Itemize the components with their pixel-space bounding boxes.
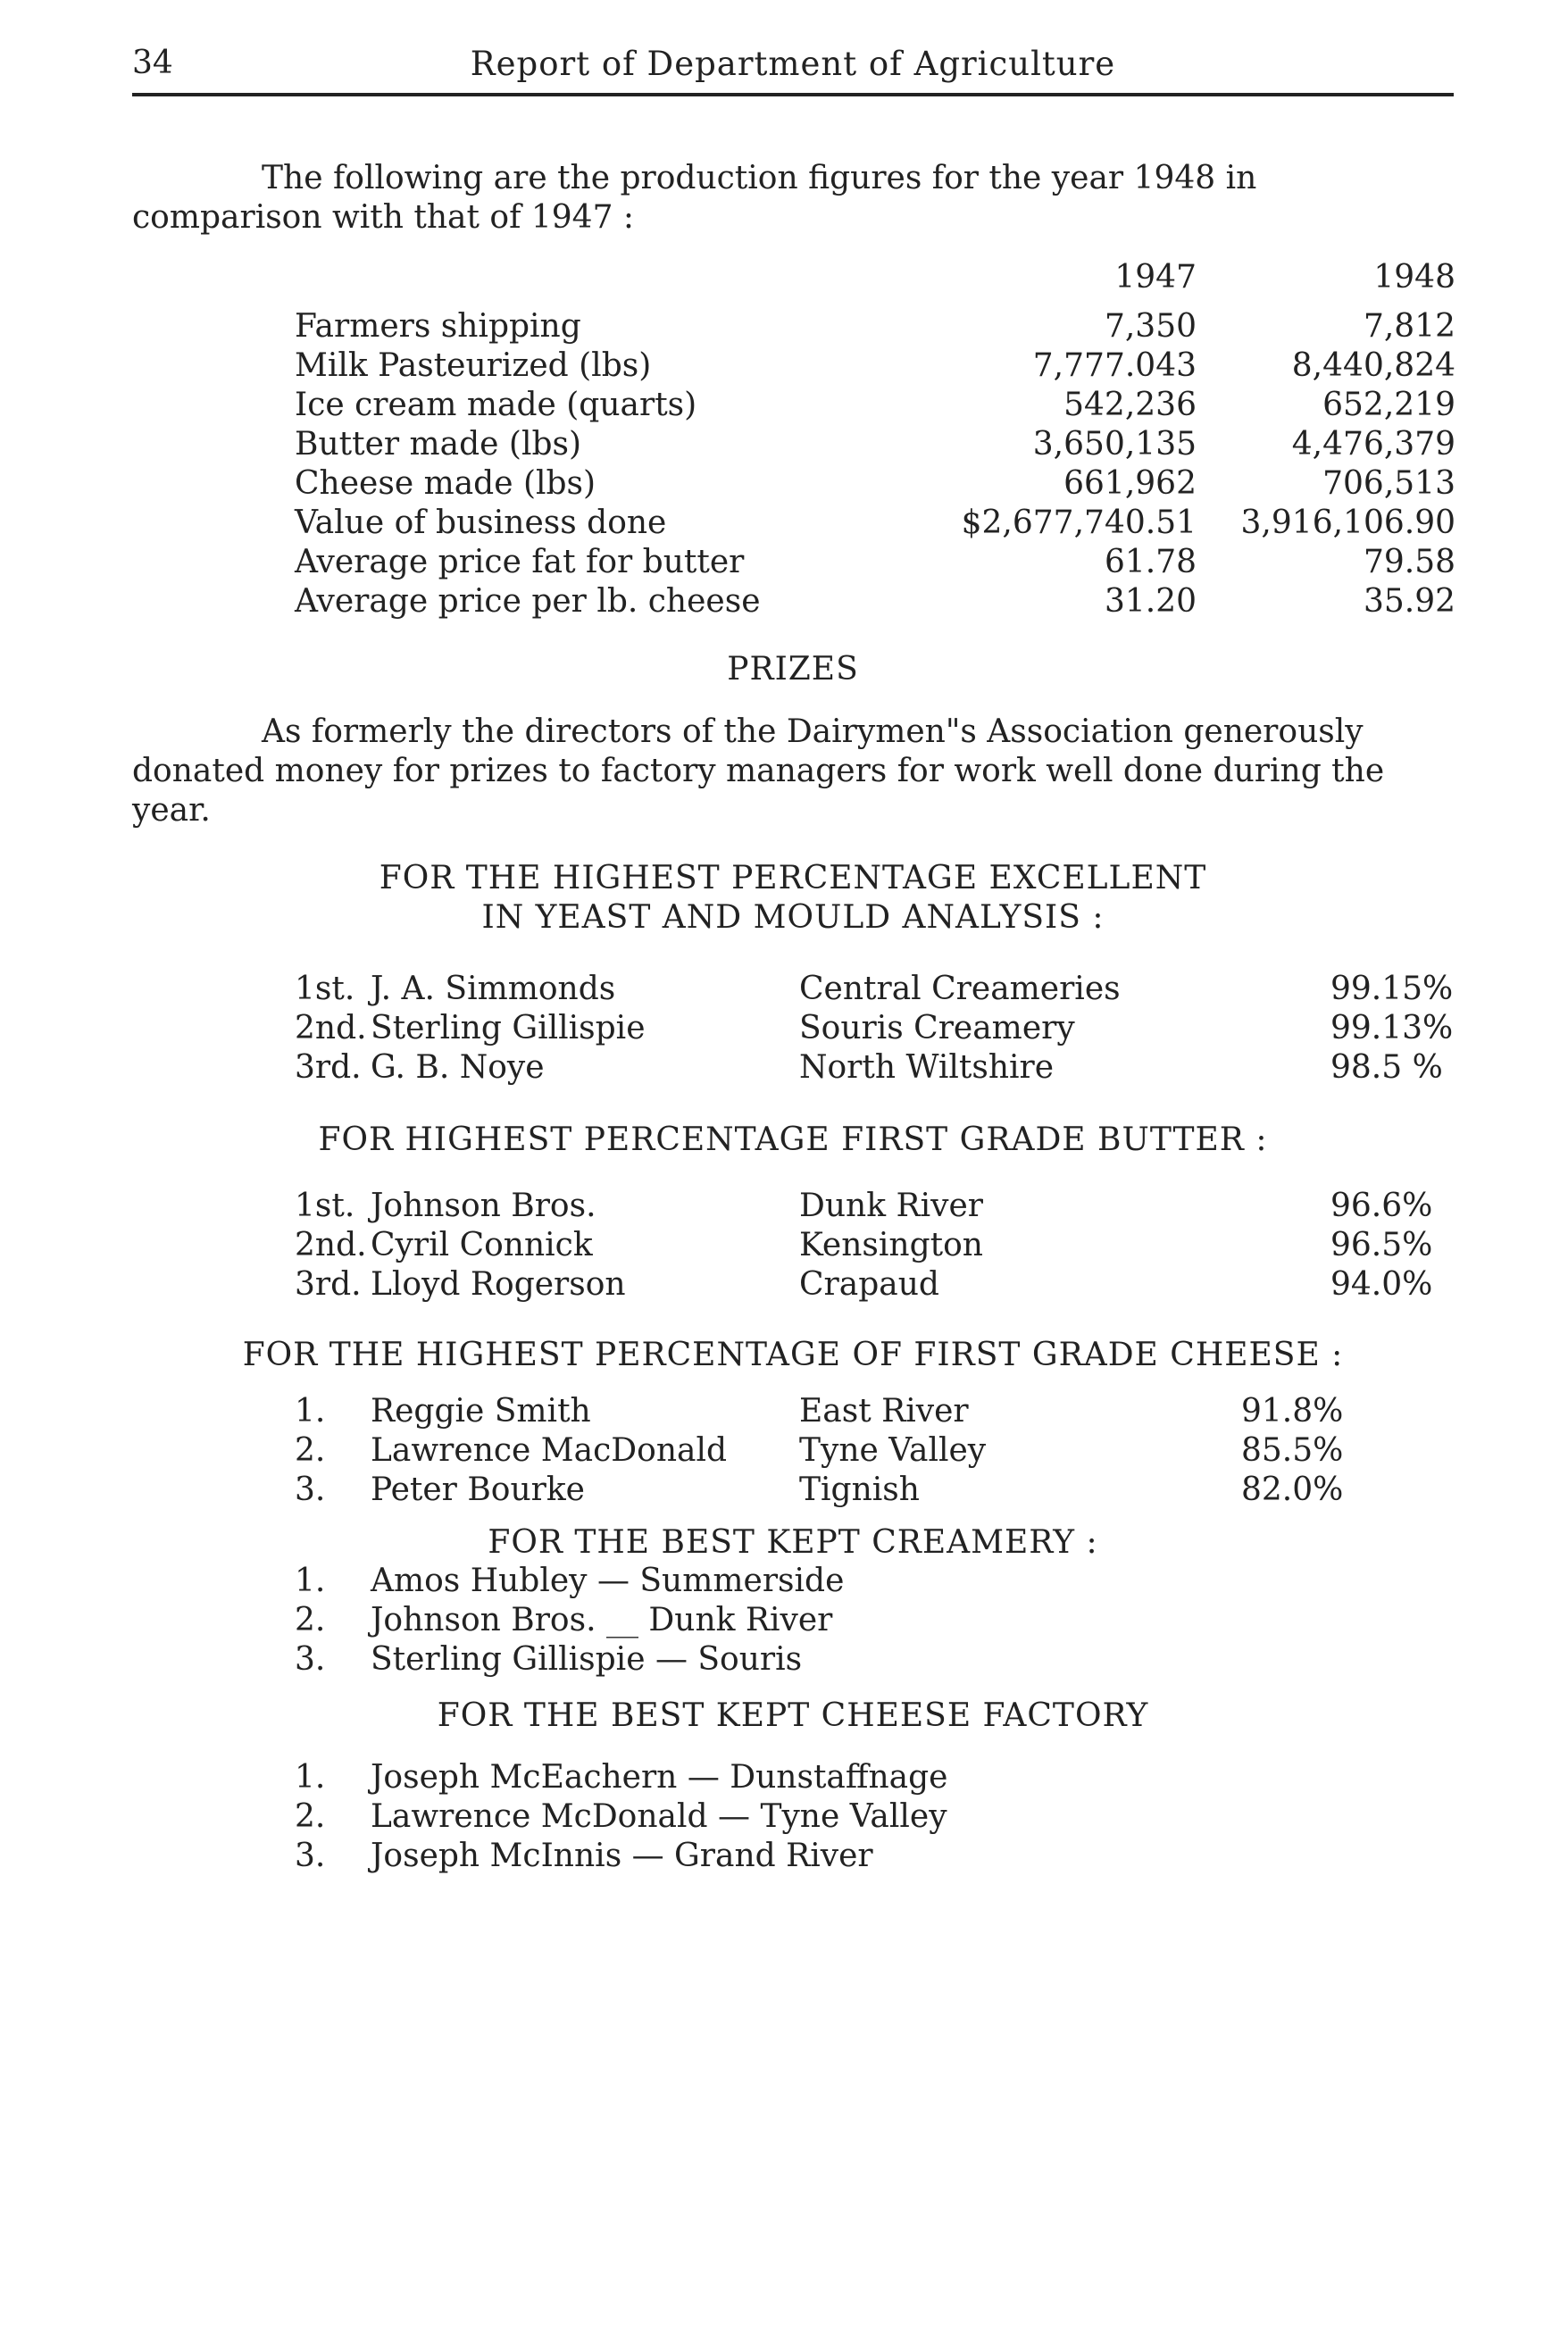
- award-name: Cyril Connick: [371, 1227, 593, 1263]
- list-item: [295, 1049, 1455, 1088]
- award-location: Tyne Valley: [799, 1432, 987, 1469]
- value-1948: 8,440,824: [1291, 347, 1455, 384]
- award-name: Lawrence MacDonald: [371, 1432, 728, 1469]
- award-place: 2.: [295, 1798, 326, 1835]
- list-item: [295, 1471, 1455, 1511]
- row-label: Butter made (lbs): [295, 426, 582, 463]
- prizes-heading: PRIZES: [727, 651, 859, 688]
- list-item: [295, 1759, 1366, 1798]
- value-1947: 7,350: [1104, 308, 1197, 345]
- value-1948: 35.92: [1363, 583, 1455, 620]
- creamery-heading: FOR THE BEST KEPT CREAMERY :: [488, 1524, 1098, 1561]
- award-name: Sterling Gillispie: [371, 1010, 646, 1046]
- award-name: Lloyd Rogerson: [371, 1266, 626, 1303]
- award-place: 1.: [295, 1563, 326, 1599]
- award-location: Souris Creamery: [799, 1010, 1075, 1046]
- value-1947: 61.78: [1104, 544, 1197, 580]
- list-item: [295, 1432, 1455, 1471]
- award-entry: Joseph McInnis — Grand River: [371, 1838, 873, 1874]
- award-percentage: 96.5%: [1330, 1227, 1433, 1263]
- award-percentage: 96.6%: [1330, 1188, 1433, 1224]
- cheese-heading: FOR THE HIGHEST PERCENTAGE OF FIRST GRADE CHEESE :: [242, 1337, 1344, 1373]
- award-name: Reggie Smith: [371, 1393, 591, 1430]
- award-name: G. B. Noye: [371, 1049, 545, 1086]
- list-item: [295, 1010, 1455, 1049]
- list-item: [295, 1266, 1455, 1305]
- award-place: 1.: [295, 1393, 326, 1430]
- list-item: [295, 1838, 1366, 1877]
- award-name: J. A. Simmonds: [371, 971, 616, 1007]
- award-percentage: 82.0%: [1241, 1471, 1344, 1508]
- list-item: [295, 1798, 1366, 1838]
- row-label: Cheese made (lbs): [295, 465, 596, 502]
- award-name: Johnson Bros.: [371, 1188, 596, 1224]
- award-location: Kensington: [799, 1227, 983, 1263]
- value-1947: 661,962: [1063, 465, 1197, 502]
- award-location: Crapaud: [799, 1266, 939, 1303]
- award-percentage: 98.5 %: [1330, 1049, 1443, 1086]
- column-header-1947: 1947: [1114, 259, 1197, 296]
- award-place: 3rd.: [295, 1266, 362, 1303]
- prizes-paragraph: As formerly the directors of the Dairymen"s Association generously donated money for prizes to factory managers for work well done during the year.: [132, 713, 1385, 829]
- award-place: 1st.: [295, 971, 355, 1007]
- cheese-awards-list: [295, 1393, 1455, 1511]
- value-1948: 79.58: [1363, 544, 1455, 580]
- row-label: Value of business done: [295, 504, 667, 541]
- value-1947: 542,236: [1063, 387, 1197, 423]
- table-row: [295, 583, 1455, 622]
- header-rule: [132, 93, 1454, 96]
- value-1948: 652,219: [1322, 387, 1455, 423]
- list-item: [295, 1563, 1366, 1602]
- creamery-awards-list: [295, 1563, 1366, 1680]
- running-header: [132, 39, 1454, 93]
- value-1948: 3,916,106.90: [1240, 504, 1455, 541]
- award-entry: Joseph McEachern — Dunstaffnage: [371, 1759, 948, 1796]
- table-row: [295, 465, 1455, 504]
- list-item: [295, 1188, 1455, 1227]
- butter-awards-list: [295, 1188, 1455, 1305]
- column-header-1948: 1948: [1373, 259, 1455, 296]
- award-entry: Johnson Bros. __ Dunk River: [371, 1602, 833, 1638]
- award-place: 3.: [295, 1838, 326, 1874]
- table-row: [295, 544, 1455, 583]
- award-place: 2.: [295, 1602, 326, 1638]
- table-row: [295, 387, 1455, 426]
- value-1947: 31.20: [1104, 583, 1197, 620]
- table-row: [295, 504, 1455, 544]
- row-label: Milk Pasteurized (lbs): [295, 347, 652, 384]
- value-1948: 706,513: [1322, 465, 1455, 502]
- yeast-heading-line-2: IN YEAST AND MOULD ANALYSIS :: [481, 899, 1105, 936]
- butter-heading: FOR HIGHEST PERCENTAGE FIRST GRADE BUTTER :: [318, 1121, 1268, 1158]
- award-name: Peter Bourke: [371, 1471, 585, 1508]
- award-location: Dunk River: [799, 1188, 983, 1224]
- award-location: Tignish: [799, 1471, 920, 1508]
- list-item: [295, 1227, 1455, 1266]
- table-row: [295, 426, 1455, 465]
- yeast-awards-list: [295, 971, 1455, 1088]
- factory-awards-list: [295, 1759, 1366, 1877]
- row-label: Farmers shipping: [295, 308, 581, 345]
- award-entry: Lawrence McDonald — Tyne Valley: [371, 1798, 947, 1835]
- award-entry: Amos Hubley — Summerside: [371, 1563, 845, 1599]
- award-percentage: 94.0%: [1330, 1266, 1433, 1303]
- value-1947: 3,650,135: [1032, 426, 1197, 463]
- intro-paragraph: The following are the production figures for the year 1948 in comparison with that of 1947 :: [132, 160, 1257, 236]
- award-place: 3rd.: [295, 1049, 362, 1086]
- row-label: Ice cream made (quarts): [295, 387, 697, 423]
- award-entry: Sterling Gillispie — Souris: [371, 1641, 803, 1678]
- award-place: 2nd.: [295, 1010, 367, 1046]
- award-location: Central Creameries: [799, 971, 1121, 1007]
- list-item: [295, 1641, 1366, 1680]
- award-place: 2nd.: [295, 1227, 367, 1263]
- award-place: 2.: [295, 1432, 326, 1469]
- list-item: [295, 971, 1455, 1010]
- award-location: North Wiltshire: [799, 1049, 1055, 1086]
- award-percentage: 99.13%: [1330, 1010, 1454, 1046]
- value-1948: 7,812: [1363, 308, 1455, 345]
- award-place: 3.: [295, 1641, 326, 1678]
- value-1947: $2,677,740.51: [961, 504, 1197, 541]
- award-place: 3.: [295, 1471, 326, 1508]
- row-label: Average price per lb. cheese: [295, 583, 761, 620]
- value-1947: 7,777.043: [1032, 347, 1197, 384]
- yeast-heading-line-1: FOR THE HIGHEST PERCENTAGE EXCELLENT: [379, 860, 1207, 896]
- table-row: [295, 347, 1455, 387]
- list-item: [295, 1602, 1366, 1641]
- award-place: 1.: [295, 1759, 326, 1796]
- page-title: Report of Department of Agriculture: [470, 45, 1116, 83]
- page-number: 34: [132, 45, 173, 81]
- factory-heading: FOR THE BEST KEPT CHEESE FACTORY: [437, 1697, 1149, 1734]
- value-1948: 4,476,379: [1291, 426, 1455, 463]
- award-percentage: 85.5%: [1241, 1432, 1344, 1469]
- award-percentage: 99.15%: [1330, 971, 1454, 1007]
- list-item: [295, 1393, 1455, 1432]
- award-percentage: 91.8%: [1241, 1393, 1344, 1430]
- table-row: [295, 308, 1455, 347]
- row-label: Average price fat for butter: [295, 544, 745, 580]
- award-place: 1st.: [295, 1188, 355, 1224]
- award-location: East River: [799, 1393, 969, 1430]
